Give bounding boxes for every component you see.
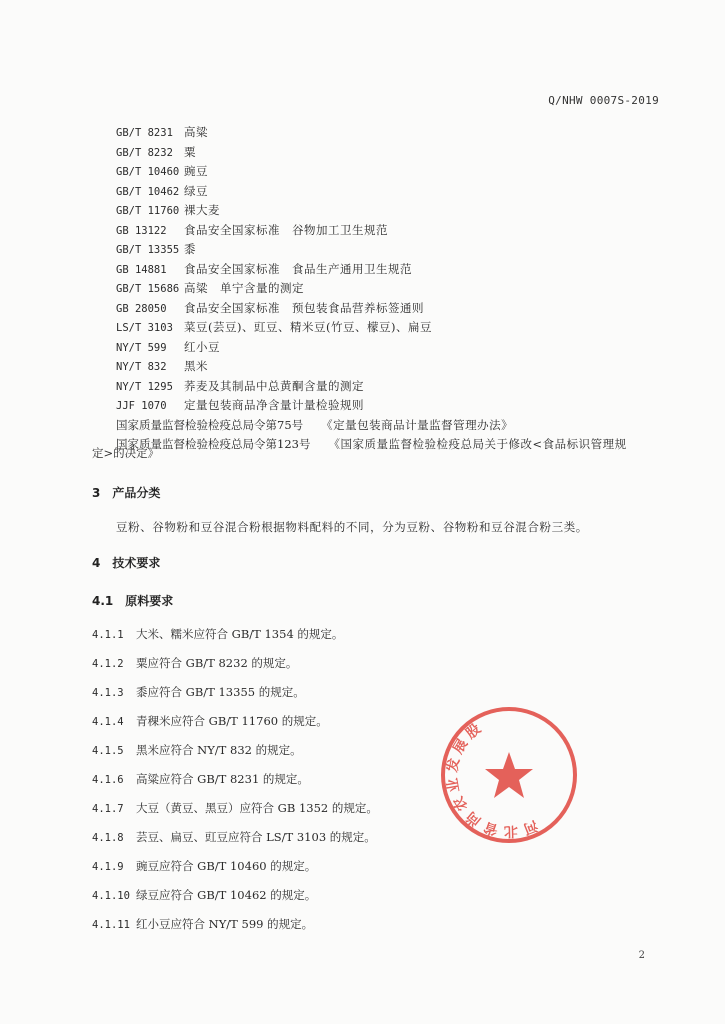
clause-number: 4.1.3: [92, 687, 124, 699]
reference-code: GB/T 13355: [116, 244, 180, 256]
reference-code: LS/T 3103: [116, 322, 173, 334]
reference-item: [116, 201, 676, 221]
reference-code: NY/T 1295: [116, 380, 173, 393]
clause-text: 高粱应符合 GB/T 8231 的规定。: [136, 772, 309, 786]
clause-text: 大豆（黄豆、黑豆）应符合 GB 1352 的规定。: [136, 801, 378, 815]
reference-title: 荞麦及其制品中总黄酮含量的测定: [184, 378, 364, 393]
clause-number: 4.1.1: [92, 629, 124, 641]
reference-code: NY/T 599: [116, 341, 167, 354]
reference-item: [116, 162, 676, 182]
reference-code: GB/T 10460: [116, 166, 180, 178]
requirement-item: [92, 620, 378, 649]
reference-item: [116, 260, 676, 280]
seal-text: 河北省尚农业发展股份有限公司: [444, 720, 540, 840]
reference-title: 高粱: [184, 125, 208, 139]
clause-number: 4.1.11: [92, 919, 130, 931]
reference-item: [116, 338, 676, 358]
clause-number: 4.1.4: [92, 716, 124, 728]
clause-number: 4.1.5: [92, 745, 124, 757]
reference-code: GB/T 11760: [116, 205, 180, 217]
reference-title: 绿豆: [184, 183, 208, 198]
requirement-item: [92, 910, 378, 939]
reference-item: [116, 240, 676, 260]
reference-code: 国家质量监督检验检疫总局令第75号: [116, 417, 304, 432]
section-4-1-heading: 4.1 原料要求: [92, 594, 174, 608]
reference-item: [116, 299, 676, 319]
company-seal: [438, 704, 580, 846]
reference-item: [116, 377, 676, 397]
clause-text: 绿豆应符合 GB/T 10462 的规定。: [136, 888, 317, 902]
reference-code: GB/T 8231: [116, 127, 173, 139]
reference-title: 食品安全国家标准 预包装食品营养标签通则: [184, 300, 424, 315]
reference-title: 裸大麦: [184, 203, 220, 217]
reference-code: JJF 1070: [116, 400, 167, 412]
page-number: 2: [638, 950, 645, 961]
reference-code: GB/T 8232: [116, 146, 173, 159]
section-4-heading: 4 技术要求: [92, 556, 161, 570]
clause-text: 大米、糯米应符合 GB/T 1354 的规定。: [136, 627, 344, 641]
reference-item: [116, 416, 676, 436]
requirement-item: [92, 881, 378, 910]
reference-code: GB 28050: [116, 302, 167, 315]
reference-item: [116, 357, 676, 377]
clause-text: 红小豆应符合 NY/T 599 的规定。: [136, 917, 314, 931]
reference-title: 粟: [184, 144, 196, 159]
normative-references-list: [116, 123, 676, 455]
requirement-item: [92, 794, 378, 823]
requirement-item: [92, 765, 378, 794]
clause-number: 4.1.9: [92, 861, 124, 873]
clause-text: 青稞米应符合 GB/T 11760 的规定。: [136, 714, 328, 728]
requirement-item: [92, 649, 378, 678]
reference-title: 黍: [184, 242, 196, 256]
reference-code: NY/T 832: [116, 361, 167, 373]
requirement-item: [92, 678, 378, 707]
requirement-item: [92, 852, 378, 881]
reference-title: 菜豆(芸豆)、豇豆、精米豆(竹豆、檬豆)、扁豆: [184, 320, 432, 334]
star-icon: [485, 752, 533, 798]
requirement-item: [92, 707, 378, 736]
reference-code: 国家质量监督检验检疫总局令第123号: [116, 437, 311, 451]
reference-code: GB 13122: [116, 224, 167, 237]
reference-title: 《定量包装商品计量监督管理办法》: [321, 417, 514, 432]
clause-number: 4.1.2: [92, 658, 124, 670]
section-3-text: 豆粉、谷物粉和豆谷混合粉根据物料配料的不同，分为豆粉、谷物粉和豆谷混合粉三类。: [116, 520, 588, 534]
reference-title: 《国家质量监督检验检疫总局关于修改<食品标识管理规: [328, 437, 627, 451]
clause-number: 4.1.6: [92, 774, 124, 786]
reference-code: GB/T 10462: [116, 185, 180, 198]
reference-title: 黑米: [184, 359, 208, 373]
clause-number: 4.1.8: [92, 832, 124, 844]
clause-text: 黍应符合 GB/T 13355 的规定。: [136, 685, 305, 699]
clause-number: 4.1.10: [92, 890, 130, 902]
reference-title: 食品安全国家标准 谷物加工卫生规范: [184, 222, 388, 237]
document-code: Q/NHW 0007S-2019: [548, 94, 659, 107]
clause-text: 黑米应符合 NY/T 832 的规定。: [136, 743, 302, 757]
section-3-heading: 3 产品分类: [92, 486, 161, 500]
reference-title: 定量包装商品净含量计量检验规则: [184, 398, 364, 412]
requirement-item: [92, 736, 378, 765]
reference-title: 豌豆: [184, 164, 208, 178]
clause-number: 4.1.7: [92, 803, 124, 815]
reference-item: [116, 182, 676, 202]
requirement-item: [92, 823, 378, 852]
reference-title-continuation: 定>的决定》: [92, 446, 160, 460]
reference-code: GB 14881: [116, 263, 167, 276]
reference-item: [116, 318, 676, 338]
reference-item: [116, 396, 676, 416]
reference-item: [116, 221, 676, 241]
clause-text: 豌豆应符合 GB/T 10460 的规定。: [136, 859, 317, 873]
reference-item: [116, 435, 676, 455]
clause-text: 芸豆、扁豆、豇豆应符合 LS/T 3103 的规定。: [136, 830, 376, 844]
reference-item: [116, 279, 676, 299]
reference-item: [116, 123, 676, 143]
reference-title: 红小豆: [184, 339, 220, 354]
reference-title: 食品安全国家标准 食品生产通用卫生规范: [184, 261, 412, 276]
raw-material-requirements-list: [92, 620, 378, 939]
reference-code: GB/T 15686: [116, 283, 180, 295]
clause-text: 粟应符合 GB/T 8232 的规定。: [136, 656, 298, 670]
reference-title: 高粱 单宁含量的测定: [184, 281, 304, 295]
reference-item: [116, 143, 676, 163]
